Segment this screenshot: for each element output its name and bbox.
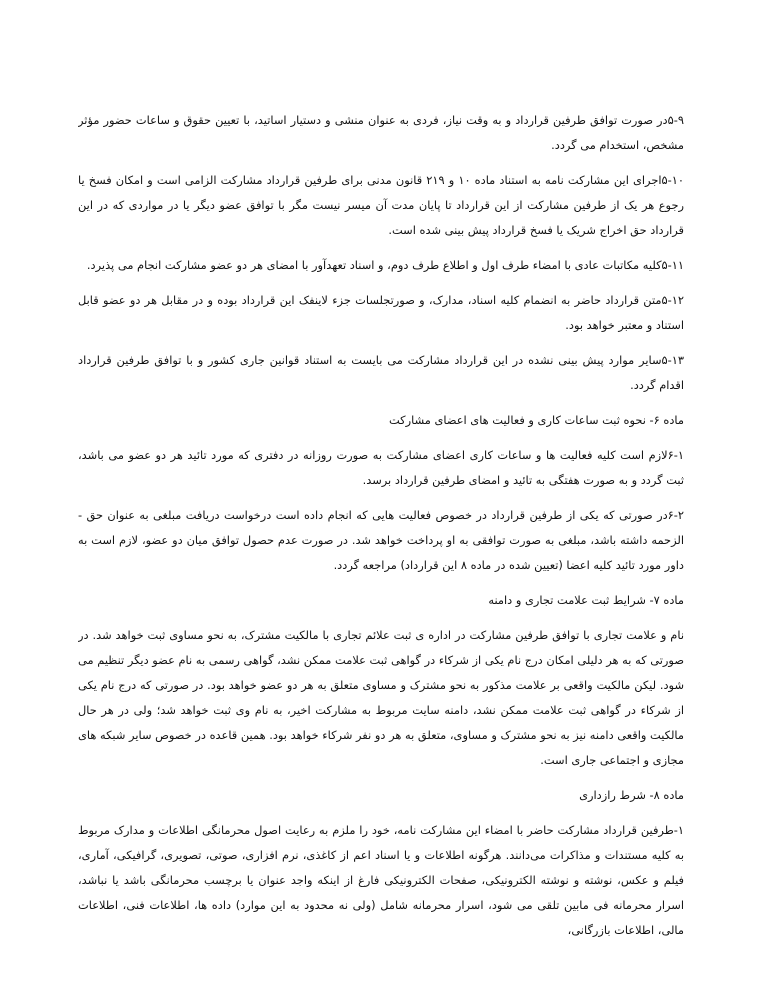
- clause-5-10: ۵-۱۰اجرای این مشارکت نامه به استناد ماده ۱۰ و ۲۱۹ قانون مدنی برای طرفین قرارداد مشارکت الزامی است و امکان فسخ یا رجوع هر یک از طرفین مشارکت از این قرارداد تا پایان مدت آن میسر نیست مگر با توافق عضو دیگر یا در مواردی که در این قرارداد حق اخراج شریک یا فسخ قرارداد پیش بینی شده است.: [78, 173, 684, 237]
- clause-5-12: ۵-۱۲متن قرارداد حاضر به انضمام کلیه اسناد، مدارک، و صورتجلسات جزء لاینفک این قرارداد بوده و در مقابل هر دو عضو قابل استناد و معتبر خواهد بود.: [78, 293, 684, 332]
- article-6-heading: ماده ۶- نحوه ثبت ساعات کاری و فعالیت های اعضای مشارکت: [388, 413, 684, 427]
- clause-8-1: ۱-طرفین قرارداد مشارکت حاضر با امضاء این مشارکت نامه، خود را ملزم به رعایت اصول محرمانگی اطلاعات و مدارک مربوط به کلیه مستندات و مذاکرات می‌دانند. هرگونه اطلاعات و یا اسناد اعم از کاغذی، نرم افزاری، صوتی، تصویری، گرافیکی، آماری، فیلم و عکس، نوشته و نوشته الکترونیکی، صفحات الکترونیکی فارغ از اینکه واجد عنوان یا برچسب محرمانگی باشد یا نباشد، اسرار محرمانه فی مابین تلقی می شود، اسرار محرمانه شامل (ولی نه محدود به این موارد) داده ها، اطلاعات فنی، اطلاعات مالی، اطلاعات بازرگانی،: [78, 823, 684, 937]
- clause-6-1: ۶-۱لازم است کلیه فعالیت ها و ساعات کاری اعضای مشارکت به صورت روزانه در دفتری که مورد تائید هر دو عضو می باشد، ثبت گردد و به صورت هفتگی به تائید و امضای طرفین قرارداد برسد.: [78, 448, 684, 487]
- article-7-heading: ماده ۷- شرایط ثبت علامت تجاری و دامنه: [488, 593, 684, 607]
- clause-6-2: ۶-۲در صورتی که یکی از طرفین قرارداد در خصوص فعالیت هایی که انجام داده است درخواست دریافت مبلغی به عنوان حق - الزحمه داشته باشد، مبلغی به صورت توافقی به او پرداخت خواهد شد. در صورت عدم حصول توافق میان دو عضو، لازم است به داور مورد تائید کلیه اعضا (تعیین شده در ماده ۸ این قرارداد) مراجعه گردد.: [78, 508, 684, 572]
- clause-5-13: ۵-۱۳سایر موارد پیش بینی نشده در این قرارداد مشارکت می بایست به استناد قوانین جاری کشور و با توافق طرفین قرارداد اقدام گردد.: [78, 353, 684, 392]
- article-8-heading: ماده ۸- شرط رازداری: [579, 788, 684, 802]
- document-page: [78, 108, 684, 968]
- clause-5-9: ۵-۹در صورت توافق طرفین قرارداد و به وقت نیاز، فردی به عنوان منشی و دستیار اساتید، با تعیین حقوق و ساعات حضور مؤثر مشخص، استخدام می گردد.: [78, 113, 684, 152]
- clause-5-11: ۵-۱۱کلیه مکاتبات عادی با امضاء طرف اول و اطلاع طرف دوم، و اسناد تعهدآور با امضای هر دو عضو مشارکت انجام می پذیرد.: [86, 258, 684, 272]
- article-7-body: نام و علامت تجاری با توافق طرفین مشارکت در اداره ی ثبت علائم تجاری با مالکیت مشترک، به نحو مساوی ثبت خواهد شد. در صورتی که به هر دلیلی امکان درج نام یکی از شرکاء در گواهی ثبت علامت ممکن نشد، گواهی رسمی به نام عضو دیگر تنظیم می شود. لیکن مالکیت واقعی بر علامت مذکور به نحو مشترک و مساوی متعلق به هر دو عضو خواهد بود. در صورتی که درج نام یکی از شرکاء در گواهی ثبت علامت ممکن نشد، دامنه سایت مربوط به مشارکت اخیر، به نام وی ثبت خواهد شد؛ ولی در هر حال مالکیت واقعی دامنه نیز به نحو مشترک و مساوی، متعلق به هر دو نفر شرکاء خواهد بود. همین قاعده در خصوص سایر شبکه های مجازی و اجتماعی جاری است.: [78, 628, 684, 767]
